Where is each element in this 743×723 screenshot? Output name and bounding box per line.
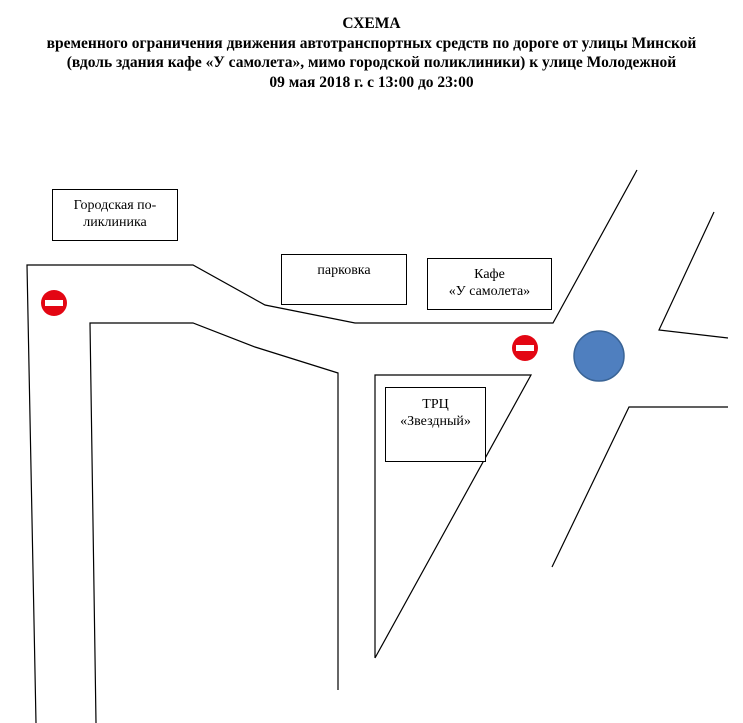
clinic-label-line-1: Городская по-: [73, 198, 157, 213]
road-edge-inner-left: [90, 323, 338, 723]
roundabout-icon: [574, 331, 624, 381]
road-edge-top-left: [27, 170, 637, 723]
diagram-subtitle-line-1: временного ограничения движения автотранспортных средств по дороге от улицы Минской: [46, 34, 697, 52]
diagram-title: СХЕМА: [342, 15, 401, 32]
road-edge-right-lower: [552, 407, 728, 567]
no-entry-icon: [512, 335, 538, 361]
parking-area: [281, 254, 407, 305]
cafe-label-line-2: «У самолета»: [448, 284, 531, 299]
no-entry-icon: [41, 290, 67, 316]
cafe-building: [427, 258, 552, 310]
mall-label-line-1: ТРЦ: [422, 397, 449, 412]
road-edge-right-upper: [659, 212, 728, 338]
mall-building: [385, 387, 486, 462]
clinic-label-line-2: ликлиника: [83, 215, 147, 230]
mall-label-line-2: «Звездный»: [400, 414, 471, 429]
cafe-label-line-1: Кафе: [474, 267, 505, 282]
diagram-subtitle-line-2: (вдоль здания кафе «У самолета», мимо городской поликлиники) к улице Молодежной: [66, 54, 677, 71]
clinic-building: [52, 189, 178, 241]
parking-label: парковка: [317, 263, 371, 278]
diagram-date-time: 09 мая 2018 г. с 13:00 до 23:00: [269, 73, 474, 91]
